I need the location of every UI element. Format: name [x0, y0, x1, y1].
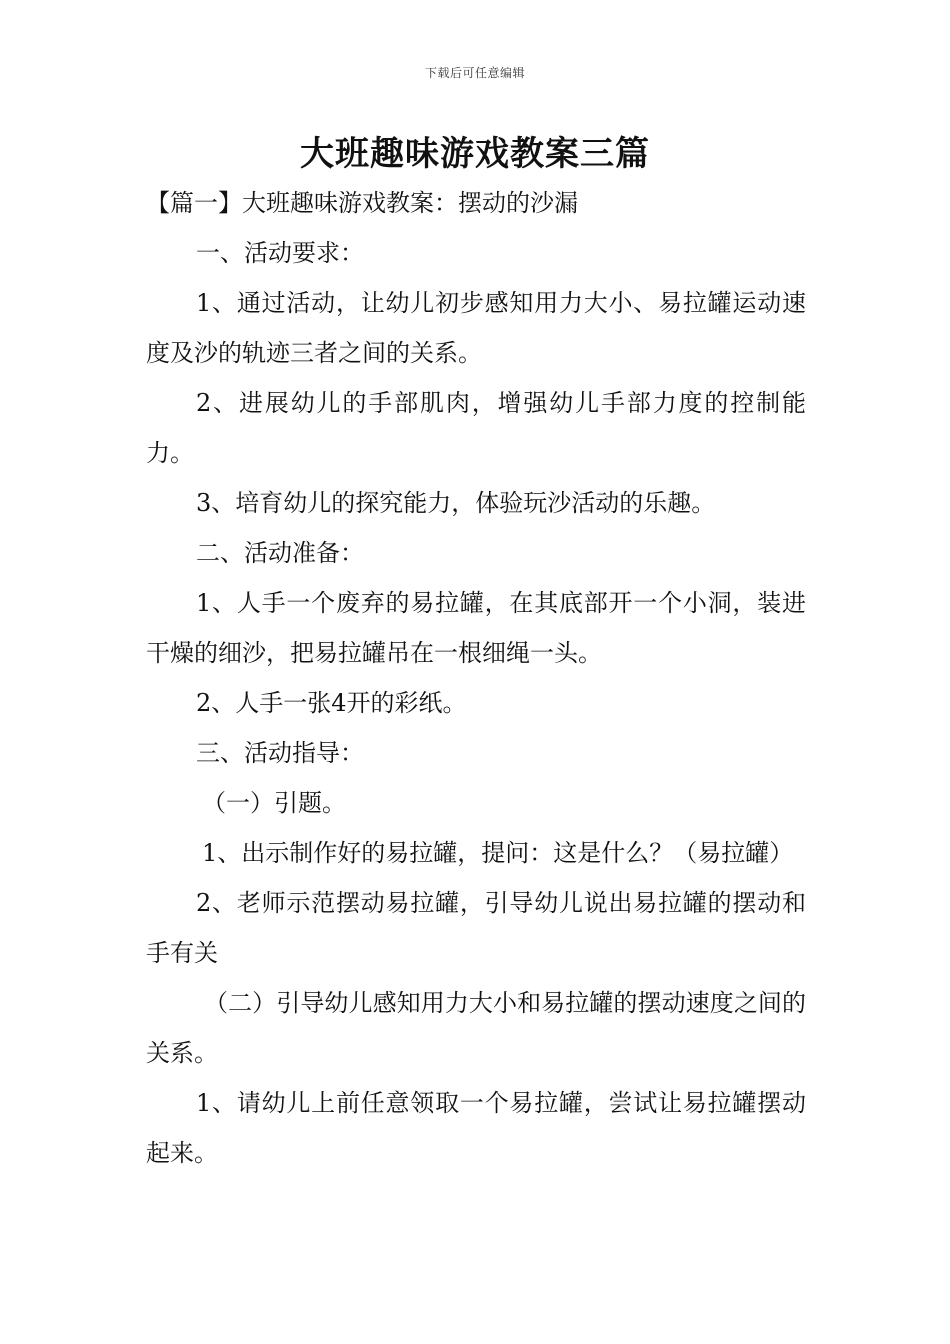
- paragraph: 2、进展幼儿的手部肌肉，增强幼儿手部力度的控制能力。: [146, 389, 806, 467]
- paragraph: 1、请幼儿上前任意领取一个易拉罐，尝试让易拉罐摆动起来。: [146, 1089, 806, 1167]
- paragraph: 1、出示制作好的易拉罐，提问：这是什么？（易拉罐）: [202, 839, 794, 867]
- paragraph: 1、人手一个废弃的易拉罐，在其底部开一个小洞，装进干燥的细沙，把易拉罐吊在一根细绳一头。: [146, 589, 806, 667]
- subheading-guidance: 三、活动指导：: [196, 739, 364, 767]
- section-heading: 【篇一】大班趣味游戏教案：摆动的沙漏: [146, 189, 578, 217]
- header-note: 下载后可任意编辑: [424, 66, 525, 80]
- paragraph: 1、通过活动，让幼儿初步感知用力大小、易拉罐运动速度及沙的轨迹三者之间的关系。: [146, 289, 806, 367]
- document-title: 大班趣味游戏教案三篇: [300, 134, 650, 174]
- sub-subheading: （一）引题。: [202, 789, 346, 817]
- sub-subheading: （二）引导幼儿感知用力大小和易拉罐的摆动速度之间的关系。: [146, 989, 806, 1067]
- paragraph: 2、老师示范摆动易拉罐，引导幼儿说出易拉罐的摆动和手有关: [146, 889, 806, 967]
- subheading-preparation: 二、活动准备：: [196, 539, 364, 567]
- paragraph: 3、培育幼儿的探究能力，体验玩沙活动的乐趣。: [196, 489, 716, 517]
- subheading-requirements: 一、活动要求：: [196, 239, 364, 267]
- document-body: [146, 178, 806, 1178]
- paragraph: 2、人手一张4开的彩纸。: [196, 689, 467, 717]
